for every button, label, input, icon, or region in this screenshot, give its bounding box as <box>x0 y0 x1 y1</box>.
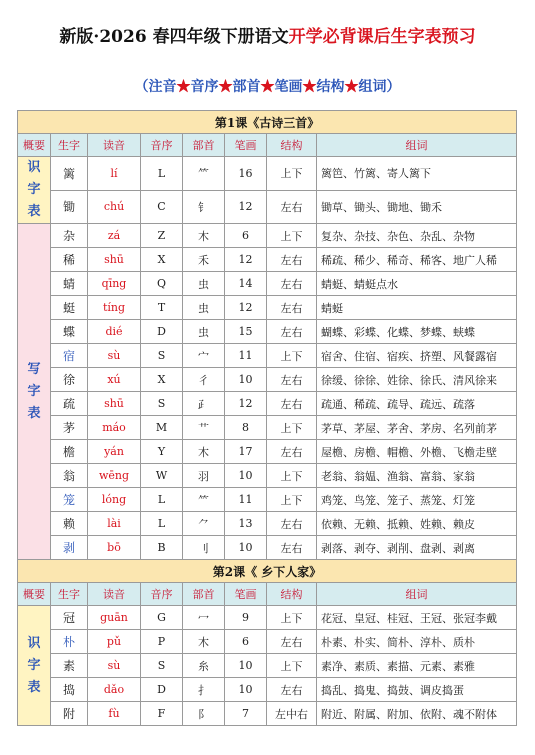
category-char: 字 <box>27 182 41 197</box>
cell-structure: 左右 <box>267 678 317 702</box>
cell-pinyin: pǔ <box>88 630 141 654</box>
column-header: 读音 <box>88 583 141 606</box>
cell-structure: 上下 <box>267 157 317 191</box>
cell-order: S <box>141 392 183 416</box>
cell-radical: 冖 <box>183 606 225 630</box>
cell-radical: ⺈ <box>183 512 225 536</box>
table-row <box>18 224 517 248</box>
table-row <box>18 344 517 368</box>
cell-pinyin: shū <box>88 392 141 416</box>
table-row <box>18 272 517 296</box>
column-header: 音序 <box>141 134 183 157</box>
column-header: 概要 <box>18 583 51 606</box>
cell-pinyin: chú <box>88 190 141 224</box>
lesson-title-row <box>18 560 517 583</box>
cell-radical: 虫 <box>183 320 225 344</box>
cell-structure: 上下 <box>267 606 317 630</box>
cell-structure: 左右 <box>267 512 317 536</box>
cell-structure: 左右 <box>267 536 317 560</box>
cell-strokes: 16 <box>225 157 267 191</box>
column-header: 笔画 <box>225 583 267 606</box>
cell-char: 捣 <box>51 678 88 702</box>
cell-order: Z <box>141 224 183 248</box>
subtitle-item: 笔画 <box>274 79 303 95</box>
table-row <box>18 320 517 344</box>
cell-order: Q <box>141 272 183 296</box>
subtitle-item: 注音 <box>148 79 177 95</box>
cell-structure: 左右 <box>267 272 317 296</box>
category-char: 识 <box>27 635 41 651</box>
table-row <box>18 440 517 464</box>
cell-strokes: 6 <box>225 630 267 654</box>
cell-words: 老翁、翁媪、渔翁、富翁、家翁 <box>317 464 517 488</box>
page-title <box>0 22 535 47</box>
cell-char: 蝶 <box>51 320 88 344</box>
star-icon: ★ <box>302 79 317 95</box>
table-row <box>18 606 517 630</box>
cell-words: 朴素、朴实、简朴、淳朴、质朴 <box>317 630 517 654</box>
cell-structure: 左右 <box>267 320 317 344</box>
cell-char: 杂 <box>51 224 88 248</box>
cell-pinyin: qīng <box>88 272 141 296</box>
cell-words: 徐缓、徐徐、姓徐、徐氏、清风徐来 <box>317 368 517 392</box>
cell-order: X <box>141 368 183 392</box>
cell-radical: 钅 <box>183 190 225 224</box>
cell-words: 鸡笼、鸟笼、笼子、蒸笼、灯笼 <box>317 488 517 512</box>
cell-char: 朴 <box>51 630 88 654</box>
cell-structure: 左右 <box>267 190 317 224</box>
cell-pinyin: dié <box>88 320 141 344</box>
cell-pinyin: dǎo <box>88 678 141 702</box>
cell-order: L <box>141 512 183 536</box>
column-header: 概要 <box>18 134 51 157</box>
cell-strokes: 9 <box>225 606 267 630</box>
subtitle-item: 结构 <box>316 79 345 95</box>
cell-structure: 左右 <box>267 630 317 654</box>
cell-radical: 阝 <box>183 702 225 726</box>
cell-words: 稀疏、稀少、稀奇、稀客、地广人稀 <box>317 248 517 272</box>
cell-strokes: 15 <box>225 320 267 344</box>
table-row <box>18 392 517 416</box>
cell-pinyin: lóng <box>88 488 141 512</box>
cell-order: C <box>141 190 183 224</box>
cell-char: 翁 <box>51 464 88 488</box>
cell-radical: 扌 <box>183 678 225 702</box>
cell-structure: 上下 <box>267 224 317 248</box>
cell-char: 疏 <box>51 392 88 416</box>
cell-char: 蜓 <box>51 296 88 320</box>
cell-pinyin: wēng <box>88 464 141 488</box>
cell-char: 冠 <box>51 606 88 630</box>
subtitle-item: 音序 <box>190 79 219 95</box>
star-icon: ★ <box>260 79 275 95</box>
cell-radical: 糸 <box>183 654 225 678</box>
cell-strokes: 13 <box>225 512 267 536</box>
cell-words: 复杂、杂技、杂色、杂乱、杂物 <box>317 224 517 248</box>
cell-char: 剥 <box>51 536 88 560</box>
cell-words: 蜻蜓、蜻蜓点水 <box>317 272 517 296</box>
cell-order: S <box>141 654 183 678</box>
cell-char: 篱 <box>51 157 88 191</box>
cell-pinyin: tíng <box>88 296 141 320</box>
cell-char: 锄 <box>51 190 88 224</box>
cell-order: L <box>141 488 183 512</box>
column-header: 读音 <box>88 134 141 157</box>
star-icon: ★ <box>176 79 191 95</box>
cell-order: D <box>141 320 183 344</box>
category-char: 识 <box>27 160 41 175</box>
cell-order: Y <box>141 440 183 464</box>
cell-words: 屋檐、房檐、帽檐、外檐、飞檐走壁 <box>317 440 517 464</box>
cell-structure: 上下 <box>267 488 317 512</box>
cell-strokes: 10 <box>225 464 267 488</box>
cell-words: 附近、附属、附加、依附、魂不附体 <box>317 702 517 726</box>
cell-radical: ⺮ <box>183 488 225 512</box>
table-row <box>18 654 517 678</box>
cell-words: 宿舍、住宿、宿疾、挤塑、风餐露宿 <box>317 344 517 368</box>
cell-pinyin: shū <box>88 248 141 272</box>
table-row <box>18 678 517 702</box>
cell-pinyin: máo <box>88 416 141 440</box>
cell-words: 疏通、稀疏、疏导、疏远、疏落 <box>317 392 517 416</box>
cell-strokes: 11 <box>225 344 267 368</box>
cell-words: 篱笆、竹篱、寄人篱下 <box>317 157 517 191</box>
cell-pinyin: lài <box>88 512 141 536</box>
cell-words: 花冠、皇冠、桂冠、王冠、张冠李戴 <box>317 606 517 630</box>
cell-words: 茅草、茅屋、茅舍、茅房、名列前茅 <box>317 416 517 440</box>
column-header: 组词 <box>317 134 517 157</box>
cell-strokes: 11 <box>225 488 267 512</box>
table-row <box>18 512 517 536</box>
cell-strokes: 7 <box>225 702 267 726</box>
cell-char: 徐 <box>51 368 88 392</box>
cell-char: 素 <box>51 654 88 678</box>
column-header: 组词 <box>317 583 517 606</box>
title-main: 新版·2026 春四年级下册语文 <box>59 27 289 47</box>
table-row <box>18 368 517 392</box>
cell-char: 蜻 <box>51 272 88 296</box>
cell-pinyin: sù <box>88 344 141 368</box>
cell-words: 锄草、锄头、锄地、锄禾 <box>317 190 517 224</box>
category-char: 表 <box>27 679 41 695</box>
cell-order: L <box>141 157 183 191</box>
cell-pinyin: guān <box>88 606 141 630</box>
cell-words: 剥落、剥夺、剥削、盘剥、剥离 <box>317 536 517 560</box>
cell-order: T <box>141 296 183 320</box>
table-row <box>18 157 517 191</box>
table-row <box>18 416 517 440</box>
cell-char: 宿 <box>51 344 88 368</box>
cell-radical: 虫 <box>183 296 225 320</box>
cell-strokes: 10 <box>225 678 267 702</box>
column-header: 结构 <box>267 134 317 157</box>
column-header: 部首 <box>183 583 225 606</box>
cell-radical: 彳 <box>183 368 225 392</box>
cell-structure: 上下 <box>267 344 317 368</box>
cell-order: P <box>141 630 183 654</box>
cell-strokes: 12 <box>225 190 267 224</box>
cell-radical: ⺪ <box>183 392 225 416</box>
page-subtitle <box>0 76 535 96</box>
cell-order: S <box>141 344 183 368</box>
cell-order: X <box>141 248 183 272</box>
category-cell <box>18 606 51 726</box>
cell-order: F <box>141 702 183 726</box>
column-header: 笔画 <box>225 134 267 157</box>
cell-pinyin: sù <box>88 654 141 678</box>
category-char: 字 <box>27 383 41 399</box>
cell-strokes: 10 <box>225 654 267 678</box>
category-char: 写 <box>27 361 41 377</box>
title-accent: 开学必背课后生字表预习 <box>288 27 476 47</box>
subtitle-item: 部首 <box>232 79 261 95</box>
star-icon: ★ <box>344 79 359 95</box>
table-row <box>18 190 517 224</box>
cell-words: 蜻蜓 <box>317 296 517 320</box>
cell-order: D <box>141 678 183 702</box>
cell-structure: 左右 <box>267 392 317 416</box>
cell-structure: 左右 <box>267 440 317 464</box>
category-cell <box>18 157 51 224</box>
cell-words: 蝴蝶、彩蝶、化蝶、梦蝶、蛱蝶 <box>317 320 517 344</box>
cell-radical: ⺮ <box>183 157 225 191</box>
cell-pinyin: bō <box>88 536 141 560</box>
cell-structure: 左右 <box>267 248 317 272</box>
cell-order: G <box>141 606 183 630</box>
cell-structure: 上下 <box>267 464 317 488</box>
category-char: 字 <box>27 657 41 673</box>
category-cell <box>18 224 51 560</box>
cell-pinyin: zá <box>88 224 141 248</box>
cell-strokes: 17 <box>225 440 267 464</box>
cell-strokes: 8 <box>225 416 267 440</box>
column-header: 音序 <box>141 583 183 606</box>
column-header: 部首 <box>183 134 225 157</box>
cell-radical: 宀 <box>183 344 225 368</box>
cell-char: 稀 <box>51 248 88 272</box>
cell-structure: 左右 <box>267 368 317 392</box>
cell-char: 附 <box>51 702 88 726</box>
subtitle-open: （ <box>134 79 149 95</box>
subtitle-close: ） <box>386 79 401 95</box>
table-row <box>18 464 517 488</box>
column-header: 生字 <box>51 583 88 606</box>
cell-strokes: 12 <box>225 296 267 320</box>
header-row <box>18 583 517 606</box>
cell-pinyin: fù <box>88 702 141 726</box>
cell-structure: 左右 <box>267 296 317 320</box>
table-row <box>18 296 517 320</box>
cell-radical: 艹 <box>183 416 225 440</box>
cell-char: 茅 <box>51 416 88 440</box>
lesson-title: 第2课《 乡下人家》 <box>18 560 517 583</box>
lesson-title-row <box>18 111 517 134</box>
cell-structure: 左中右 <box>267 702 317 726</box>
cell-radical: 禾 <box>183 248 225 272</box>
table-row <box>18 630 517 654</box>
cell-radical: 羽 <box>183 464 225 488</box>
cell-char: 赖 <box>51 512 88 536</box>
cell-radical: 虫 <box>183 272 225 296</box>
cell-order: M <box>141 416 183 440</box>
cell-radical: 木 <box>183 630 225 654</box>
cell-radical: 木 <box>183 224 225 248</box>
cell-order: B <box>141 536 183 560</box>
header-row <box>18 134 517 157</box>
cell-words: 依赖、无赖、抵赖、姓赖、赖皮 <box>317 512 517 536</box>
cell-strokes: 12 <box>225 392 267 416</box>
cell-strokes: 10 <box>225 536 267 560</box>
cell-pinyin: lí <box>88 157 141 191</box>
table-row <box>18 488 517 512</box>
cell-pinyin: yán <box>88 440 141 464</box>
cell-radical: 木 <box>183 440 225 464</box>
cell-radical: 刂 <box>183 536 225 560</box>
cell-strokes: 10 <box>225 368 267 392</box>
cell-strokes: 12 <box>225 248 267 272</box>
column-header: 结构 <box>267 583 317 606</box>
cell-structure: 上下 <box>267 654 317 678</box>
column-header: 生字 <box>51 134 88 157</box>
cell-char: 檐 <box>51 440 88 464</box>
character-table <box>17 110 517 726</box>
cell-order: W <box>141 464 183 488</box>
lesson-title: 第1课《古诗三首》 <box>18 111 517 134</box>
table-row <box>18 248 517 272</box>
star-icon: ★ <box>218 79 233 95</box>
cell-strokes: 6 <box>225 224 267 248</box>
cell-strokes: 14 <box>225 272 267 296</box>
cell-structure: 上下 <box>267 416 317 440</box>
cell-words: 捣乱、捣鬼、捣鼓、调皮捣蛋 <box>317 678 517 702</box>
category-char: 表 <box>27 405 41 421</box>
cell-words: 素净、素质、素描、元素、素雅 <box>317 654 517 678</box>
table-row <box>18 702 517 726</box>
category-char: 表 <box>27 204 41 219</box>
table-row <box>18 536 517 560</box>
cell-char: 笼 <box>51 488 88 512</box>
subtitle-item: 组词 <box>358 79 387 95</box>
cell-pinyin: xú <box>88 368 141 392</box>
